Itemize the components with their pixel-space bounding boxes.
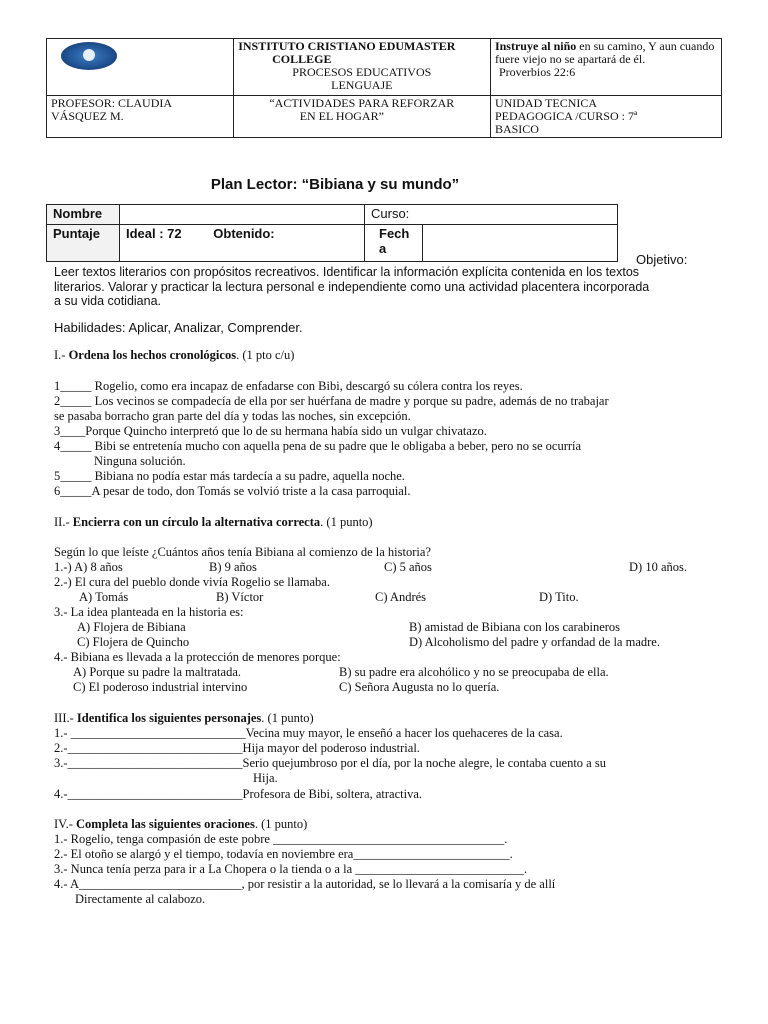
fecha-field[interactable] xyxy=(423,225,618,262)
section4-line-4[interactable]: 4.- A__________________________, por resistir a la autoridad, se lo llevará a la comisaría y de allí xyxy=(54,877,556,891)
unit-line-1: UNIDAD TECNICA xyxy=(494,96,598,110)
section1-line-2: 2_____ Los vecinos se compadecía de ella por ser huérfana de madre y porque su padre, además de no trabajar xyxy=(54,394,609,408)
q3-option-a[interactable]: A) Flojera de Bibiana xyxy=(77,620,186,634)
institute-name: INSTITUTO CRISTIANO EDUMASTER xyxy=(238,39,456,53)
q2-option-d[interactable]: D) Tito. xyxy=(539,590,579,604)
objetivo-line-3: a su vida cotidiana. xyxy=(54,294,162,308)
q3-option-c[interactable]: C) Flojera de Quincho xyxy=(77,635,190,649)
section3-suffix: . (1 punto) xyxy=(261,711,314,725)
student-info-table xyxy=(46,204,618,262)
section4-line-1[interactable]: 1.- Rogelio, tenga compasión de este pobre _____________________________________. xyxy=(54,832,508,846)
section2-suffix: . (1 punto) xyxy=(320,515,373,529)
quote-bold: Instruye al niño xyxy=(494,39,577,53)
ideal-score: Ideal : 72 xyxy=(126,226,182,241)
q2-question: 2.-) El cura del pueblo donde vivía Rogelio se llamaba. xyxy=(54,575,330,589)
objetivo-line-2: literarios. Valorar y practicar la lectura personal e independiente como una actividad placentera incorporada xyxy=(54,280,650,294)
q2-option-c[interactable]: C) Andrés xyxy=(375,590,427,604)
section4-prefix: IV.- xyxy=(54,817,76,831)
logo-cell xyxy=(47,39,234,96)
q1-option-a[interactable]: 1.-) A) 8 años xyxy=(54,560,123,574)
section2-intro: Según lo que leíste ¿Cuántos años tenía Bibiana al comienzo de la historia? xyxy=(54,545,431,559)
quote-cell xyxy=(490,39,721,96)
unit-cell xyxy=(490,96,721,138)
section2-heading xyxy=(54,515,373,530)
q4-option-d[interactable]: C) Señora Augusta no lo quería. xyxy=(339,680,500,694)
nombre-label: Nombre xyxy=(47,205,120,225)
teacher-label: PROFESOR: CLAUDIA xyxy=(51,96,173,110)
fecha-label-1: Fech xyxy=(379,226,410,241)
section3-prefix: III.- xyxy=(54,711,77,725)
section1-line-4: 3____Porque Quincho interpretó que lo de su hermana había sido un vulgar chivatazo. xyxy=(54,424,487,438)
unit-line-2: PEDAGOGICA /CURSO : 7ª xyxy=(494,109,638,123)
section1-heading xyxy=(54,348,294,363)
q4-option-c[interactable]: C) El poderoso industrial intervino xyxy=(73,680,248,694)
section3-line-2[interactable]: 2.-____________________________Hija mayor del poderoso industrial. xyxy=(54,741,420,755)
q3-option-b[interactable]: B) amistad de Bibiana con los carabineros xyxy=(409,620,621,634)
section3-line-3[interactable]: 3.-____________________________Serio quejumbroso por el día, por la noche alegre, le contaba cuento a su xyxy=(54,756,606,770)
section1-line-5: 4_____ Bibi se entretenía mucho con aquella pena de su padre que le obligaba a beber, pero no se ocurría xyxy=(54,439,582,453)
section3-line-1[interactable]: 1.- ____________________________Vecina muy mayor, le enseñó a hacer los quehaceres de la casa. xyxy=(54,726,563,740)
quote-text: en su camino, Y aun cuando fuere viejo no se apartará de él. xyxy=(494,39,715,66)
fecha-label xyxy=(365,225,423,262)
objetivo-label: Objetivo: xyxy=(636,252,688,267)
objetivo-line-1: Leer textos literarios con propósitos recreativos. Identificar la información explícita contenida en los textos xyxy=(54,265,640,279)
quote-reference: Proverbios 22:6 xyxy=(498,65,576,79)
section3-title: Identifica los siguientes personajes xyxy=(76,711,262,725)
section1-prefix: I.- xyxy=(54,348,69,362)
section4-line-3[interactable]: 3.- Nunca tenía perza para ir a La Chopera o la tienda o a la ___________________________. xyxy=(54,862,528,876)
q1-option-b[interactable]: B) 9 años xyxy=(209,560,257,574)
q3-option-d[interactable]: D) Alcoholismo del padre y orfandad de la madre. xyxy=(409,635,660,649)
institute-cell xyxy=(233,39,490,96)
puntaje-label: Puntaje xyxy=(47,225,120,262)
section4-line-2[interactable]: 2.- El otoño se alargó y el tiempo, todavía en noviembre era_________________________. xyxy=(54,847,513,861)
curso-label: Curso: xyxy=(365,205,618,225)
section1-suffix: . (1 pto c/u) xyxy=(236,348,295,362)
section4-title: Completa las siguientes oraciones xyxy=(76,817,255,831)
institute-name-2: COLLEGE xyxy=(272,52,332,66)
q2-option-b[interactable]: B) Víctor xyxy=(216,590,264,604)
section1-line-3: se pasaba borracho gran parte del día y todas las noches, sin excepción. xyxy=(54,409,411,423)
activities-title-2: EN EL HOGAR” xyxy=(299,109,384,123)
unit-line-3: BASICO xyxy=(494,122,539,136)
section3-heading xyxy=(54,711,314,726)
q4-question: 4.- Bibiana es llevada a la protección de menores porque: xyxy=(54,650,341,664)
obtenido-label: Obtenido: xyxy=(213,226,275,241)
section3-line-4: Hija. xyxy=(253,771,278,785)
q4-option-a[interactable]: A) Porque su padre la maltratada. xyxy=(73,665,241,679)
section1-line-8: 6_____A pesar de todo, don Tomás se volvió triste a la casa parroquial. xyxy=(54,484,411,498)
section1-line-7: 5_____ Bibiana no podía estar más tardecía a su padre, aquella noche. xyxy=(54,469,405,483)
header-table xyxy=(46,38,722,138)
nombre-field[interactable] xyxy=(120,205,365,225)
section2-title: Encierra con un círculo la alternativa correcta xyxy=(72,515,321,529)
activities-cell xyxy=(233,96,490,138)
section3-line-5[interactable]: 4.-____________________________Profesora de Bibi, soltera, atractiva. xyxy=(54,787,422,801)
q3-question: 3.- La idea planteada en la historia es: xyxy=(54,605,244,619)
section4-suffix: . (1 punto) xyxy=(254,817,308,831)
page-title: Plan Lector: “Bibiana y su mundo” xyxy=(210,176,460,193)
q4-option-b[interactable]: B) su padre era alcohólico y no se preocupaba de ella. xyxy=(339,665,609,679)
habilidades: Habilidades: Aplicar, Analizar, Comprender. xyxy=(54,320,303,335)
q1-option-c[interactable]: C) 5 años xyxy=(384,560,432,574)
fecha-label-2: a xyxy=(379,241,387,256)
q1-option-d[interactable]: D) 10 años. xyxy=(629,560,687,574)
score-cell xyxy=(120,225,365,262)
section1-line-6: Ninguna solución. xyxy=(94,454,186,468)
process-name: PROCESOS EDUCATIVOS xyxy=(292,65,432,79)
section1-title: Ordena los hechos cronológicos xyxy=(68,348,237,362)
section2-prefix: II.- xyxy=(54,515,73,529)
teacher-name: VÁSQUEZ M. xyxy=(51,109,124,123)
subject-name: LENGUAJE xyxy=(331,78,393,92)
section1-line-1: 1_____ Rogelio, como era incapaz de enfadarse con Bibi, descargó su cólera contra los reyes. xyxy=(54,379,523,393)
activities-title: “ACTIVIDADES PARA REFORZAR xyxy=(269,96,455,110)
section4-line-5: Directamente al calabozo. xyxy=(75,892,206,906)
q2-option-a[interactable]: A) Tomás xyxy=(79,590,129,604)
school-logo-icon xyxy=(61,42,117,70)
section4-heading xyxy=(54,817,307,832)
